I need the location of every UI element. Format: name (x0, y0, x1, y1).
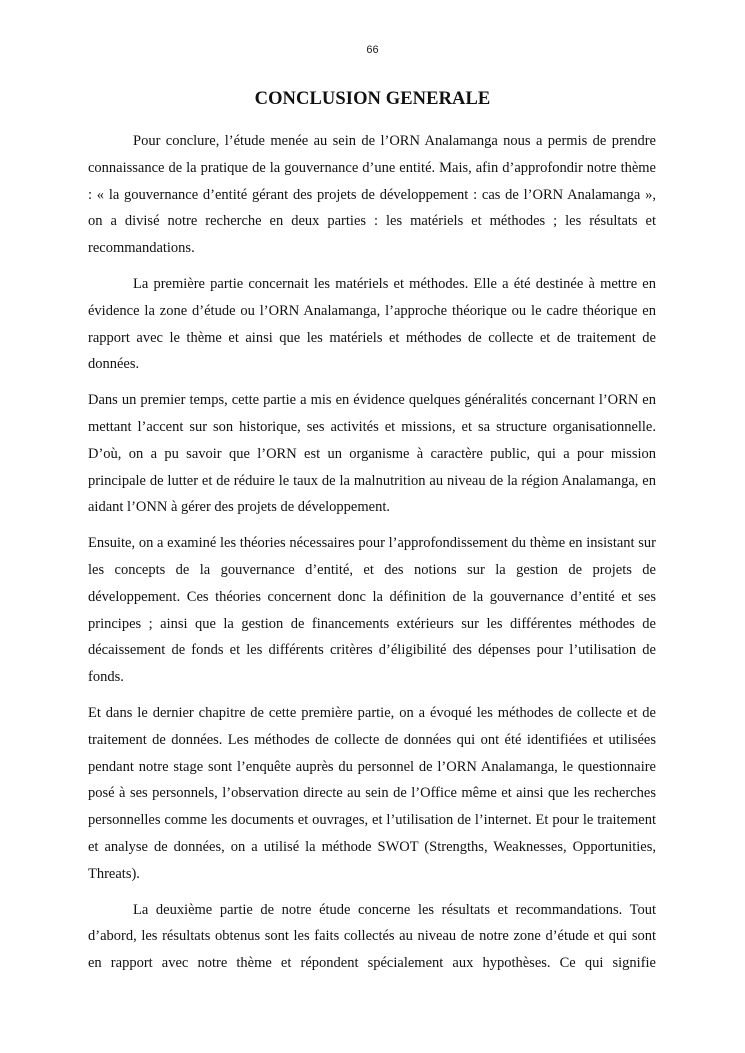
body-text (88, 128, 656, 986)
paragraph-1: Pour conclure, l’étude menée au sein de l’ORN Analamanga nous a permis de prendre connaissance de la pratique de la gouvernance d’une entité. Mais, afin d’approfondir notre thème : « la gouvernance d’entité gérant des projets de développement : cas de l’ORN Analamanga », on a divisé notre recherche en deux parties : les matériels et méthodes ; les résultats et recommandations. (88, 133, 656, 257)
paragraph-5: Et dans le dernier chapitre de cette première partie, on a évoqué les méthodes de collecte et de traitement de données. Les méthodes de collecte de données qui ont été identifiées et utilisées pendant notre stage sont l’enquête auprès du personnel de l’ORN Analamanga, le questionnaire posé à ses personnels, l’observation directe au sein de l’Office même et ainsi que les recherches personnelles comme les documents et ouvrages, et l’utilisation de l’internet. Et pour le traitement et analyse de données, on a utilisé la méthode SWOT (Strengths, Weaknesses, Opportunities, Threats). (88, 704, 656, 882)
page-number: 66 (366, 44, 379, 56)
paragraph-4: Ensuite, on a examiné les théories nécessaires pour l’approfondissement du thème en insistant sur les concepts de la gouvernance d’entité, et des notions sur la gestion de projets de développement. Ces théories concernent donc la définition de la gouvernance d’entité et ses principes ; ainsi que la gestion de financements extérieurs sur les différentes méthodes de décaissement de fonds et les différents critères d’éligibilité des dépenses pour l’utilisation de fonds. (88, 535, 656, 686)
page-title: CONCLUSION GENERALE (254, 89, 491, 109)
paragraph-6: La deuxième partie de notre étude concerne les résultats et recommandations. Tout d’abord, les résultats obtenus sont les faits collectés au niveau de notre zone d’étude et qui sont en rapport avec notre thème et répondent spécialement aux hypothèses. Ce qui signifie (88, 901, 656, 972)
paragraph-2: La première partie concernait les matériels et méthodes. Elle a été destinée à mettre en évidence la zone d’étude ou l’ORN Analamanga, l’approche théorique ou le cadre théorique en rapport avec le thème et ainsi que les matériels et méthodes de collecte et de traitement de données. (88, 275, 656, 373)
paragraph-3: Dans un premier temps, cette partie a mis en évidence quelques généralités concernant l’ORN en mettant l’accent sur son historique, ses activités et missions, et sa structure organisationnelle. D’où, on a pu savoir que l’ORN est un organisme à caractère public, qui a pour mission principale de lutter et de réduire le taux de la malnutrition au niveau de la région Analamanga, en aidant l’ONN à gérer des projets de développement. (88, 392, 656, 516)
